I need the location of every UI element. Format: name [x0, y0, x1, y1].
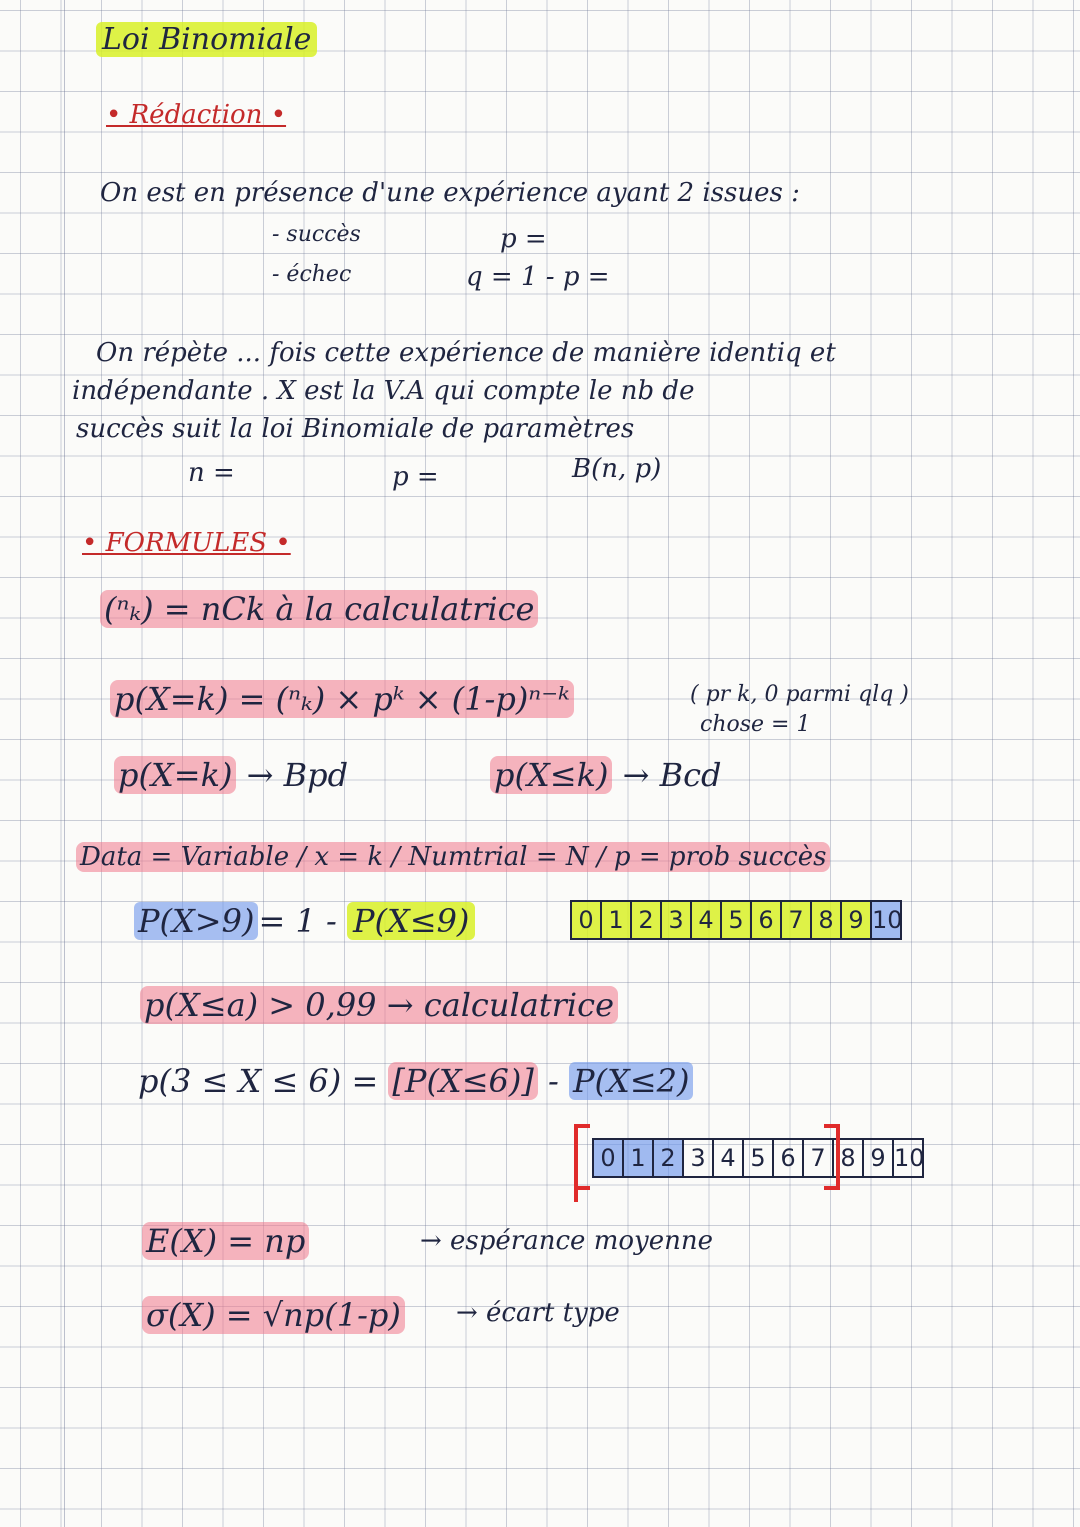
strip-cell: 1	[624, 1140, 654, 1176]
bcd-line	[490, 756, 722, 794]
bcd-left: p(X≤k)	[490, 756, 612, 794]
strip-cell: 8	[834, 1140, 864, 1176]
bracket-right-icon	[824, 1124, 840, 1190]
interval-left: p(3 ≤ X ≤ 6) =	[138, 1062, 389, 1100]
complement-right: P(X≤9)	[347, 902, 475, 940]
strip-cell: 3	[684, 1140, 714, 1176]
redaction-line3: succès suit la loi Binomiale de paramètres	[76, 414, 635, 444]
expectation-formula	[142, 1222, 309, 1260]
pmf-formula	[110, 680, 574, 718]
interval-right: P(X≤2)	[569, 1062, 693, 1100]
bracket-tail-icon	[574, 1180, 578, 1202]
strip-cell: 6	[752, 902, 782, 938]
data-line	[76, 842, 830, 872]
complement-formula	[134, 902, 475, 940]
strip-cell: 9	[842, 902, 872, 938]
bcd-arrow: → Bcd	[622, 756, 722, 794]
failure-label: - échec	[272, 262, 352, 287]
strip-cell: 8	[812, 902, 842, 938]
redaction-intro: On est en présence d'une expérience ayant 2 issues :	[100, 178, 800, 208]
threshold-formula	[140, 986, 618, 1024]
redaction-line2: indépendante . X est la V.A qui compte le nb de	[72, 376, 695, 406]
strip-cell: 5	[722, 902, 752, 938]
strip-cell: 7	[804, 1140, 834, 1176]
success-label: - succès	[272, 222, 361, 247]
bpd-line	[114, 756, 348, 794]
interval-formula	[138, 1062, 693, 1100]
pmf-note-line2: chose = 1	[700, 712, 811, 737]
strip-cell: 5	[744, 1140, 774, 1176]
strip-cell: 9	[864, 1140, 894, 1176]
bpd-left: p(X=k)	[114, 756, 236, 794]
strip-cell: 6	[774, 1140, 804, 1176]
page-title	[96, 22, 317, 57]
stddev-highlight: σ(X) = √np(1-p)	[142, 1296, 405, 1334]
complement-mid: = 1 -	[258, 902, 347, 940]
pmf-note-line1: ( pr k, 0 parmi qlq )	[690, 682, 909, 707]
strip-cell: 0	[572, 902, 602, 938]
number-strip-interval	[592, 1138, 924, 1178]
strip-cell: 4	[714, 1140, 744, 1176]
strip-cell: 1	[602, 902, 632, 938]
interval-mid: [P(X≤6)]	[388, 1062, 537, 1100]
strip-cell: 7	[782, 902, 812, 938]
failure-value: q = 1 - p =	[466, 262, 610, 292]
combination-highlight: (ⁿₖ) = nCk à la calculatrice	[100, 590, 538, 628]
bpd-arrow: → Bpd	[246, 756, 349, 794]
strip-cell: 4	[692, 902, 722, 938]
threshold-highlight: p(X≤a) > 0,99 → calculatrice	[140, 986, 618, 1024]
strip-cell: 2	[632, 902, 662, 938]
binomial-notation: B(n, p)	[572, 454, 662, 484]
interval-dash: -	[537, 1062, 569, 1100]
redaction-heading: • Rédaction •	[106, 100, 287, 130]
formules-heading: • FORMULES •	[82, 528, 291, 558]
complement-left: P(X>9)	[134, 902, 258, 940]
param-p: p =	[392, 462, 439, 492]
title-highlight: Loi Binomiale	[96, 22, 317, 57]
strip-cell: 2	[654, 1140, 684, 1176]
stddev-note: → écart type	[456, 1298, 620, 1328]
data-line-highlight: Data = Variable / x = k / Numtrial = N / p = prob succès	[76, 842, 830, 872]
redaction-line1: On répète ... fois cette expérience de manière identiq et	[96, 338, 836, 368]
strip-cell: 10	[872, 902, 900, 938]
success-value: p =	[500, 224, 547, 254]
margin-line	[64, 0, 65, 1527]
expectation-note: → espérance moyenne	[420, 1226, 713, 1256]
combination-formula	[100, 590, 538, 628]
pmf-highlight: p(X=k) = (ⁿₖ) × pᵏ × (1-p)ⁿ⁻ᵏ	[110, 680, 574, 718]
stddev-formula	[142, 1296, 405, 1334]
param-n: n =	[188, 458, 235, 488]
expectation-highlight: E(X) = np	[142, 1222, 309, 1260]
strip-cell: 0	[594, 1140, 624, 1176]
strip-cell: 3	[662, 902, 692, 938]
number-strip-complement	[570, 900, 902, 940]
strip-cell: 10	[894, 1144, 925, 1172]
